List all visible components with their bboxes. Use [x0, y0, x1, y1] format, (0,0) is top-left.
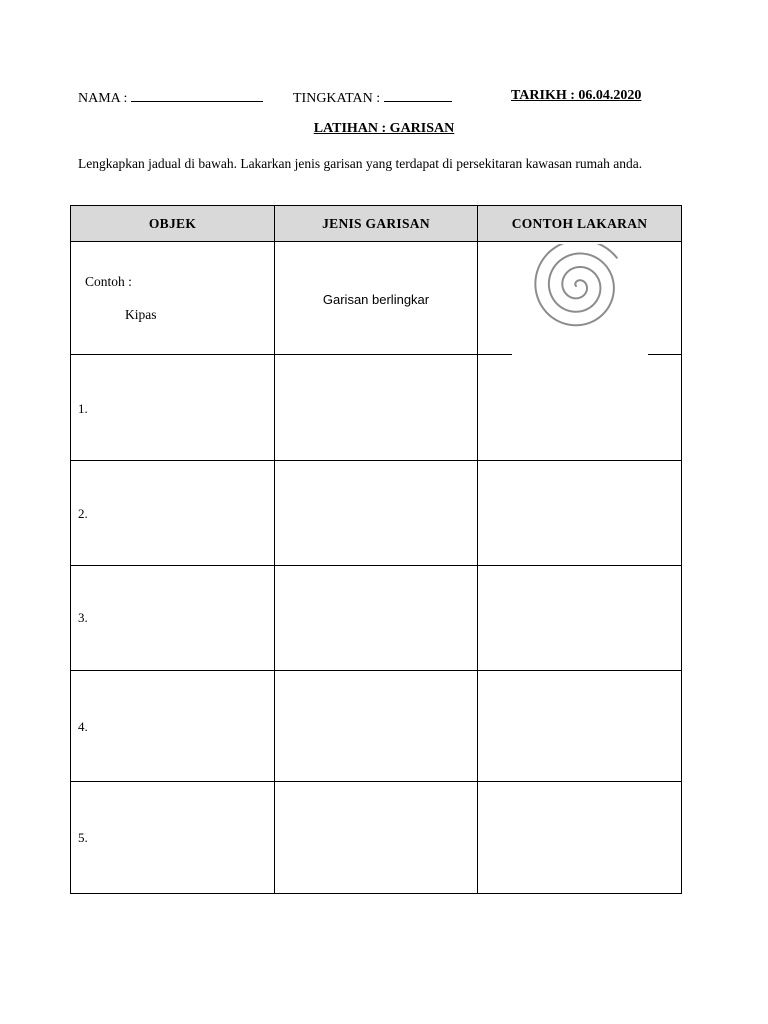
- column-header-sketch: CONTOH LAKARAN: [478, 206, 682, 242]
- worksheet-title: LATIHAN : GARISAN: [313, 121, 455, 136]
- sketch-cell[interactable]: [478, 461, 682, 566]
- example-row: [71, 242, 682, 355]
- object-cell[interactable]: [71, 461, 275, 566]
- row-number: 2.: [78, 506, 88, 521]
- object-cell[interactable]: [71, 355, 275, 461]
- date-label: TARIKH : 06.04.2020: [511, 88, 642, 103]
- name-label: NAMA :: [78, 91, 128, 106]
- spiral-icon: [512, 244, 648, 356]
- sketch-cell[interactable]: [478, 782, 682, 894]
- spiral-sketch-icon: [512, 244, 648, 356]
- name-blank[interactable]: [131, 88, 263, 102]
- name-field: [78, 88, 263, 107]
- table-header-row: [71, 206, 682, 242]
- example-line-type-cell: [275, 242, 478, 355]
- example-object: Kipas: [125, 307, 157, 322]
- table-row: [71, 671, 682, 782]
- object-cell[interactable]: [71, 782, 275, 894]
- line-type-cell[interactable]: [275, 671, 478, 782]
- form-level-label: TINGKATAN :: [293, 91, 381, 106]
- sketch-cell[interactable]: [478, 355, 682, 461]
- row-number: 5.: [78, 830, 88, 845]
- form-level-field: [293, 88, 452, 107]
- example-label: Contoh :: [85, 274, 132, 289]
- instruction-text: Lengkapkan jadual di bawah. Lakarkan jenis garisan yang terdapat di persekitaran kawasan rumah anda.: [78, 156, 643, 171]
- row-number: 4.: [78, 719, 88, 734]
- row-number: 1.: [78, 401, 88, 416]
- example-object-cell: [71, 242, 275, 355]
- worksheet-table: [70, 205, 682, 894]
- sketch-cell[interactable]: [478, 671, 682, 782]
- object-cell[interactable]: [71, 671, 275, 782]
- object-cell[interactable]: [71, 566, 275, 671]
- table-row: [71, 782, 682, 894]
- table-row: [71, 355, 682, 461]
- line-type-cell[interactable]: [275, 566, 478, 671]
- row-number: 3.: [78, 610, 88, 625]
- table-row: [71, 566, 682, 671]
- example-line-type: Garisan berlingkar: [322, 292, 430, 307]
- column-header-object: OBJEK: [71, 206, 275, 242]
- line-type-cell[interactable]: [275, 355, 478, 461]
- line-type-cell[interactable]: [275, 782, 478, 894]
- table-row: [71, 461, 682, 566]
- form-level-blank[interactable]: [384, 88, 452, 102]
- example-sketch-cell: [478, 242, 682, 355]
- sketch-cell[interactable]: [478, 566, 682, 671]
- line-type-cell[interactable]: [275, 461, 478, 566]
- column-header-line-type: JENIS GARISAN: [275, 206, 478, 242]
